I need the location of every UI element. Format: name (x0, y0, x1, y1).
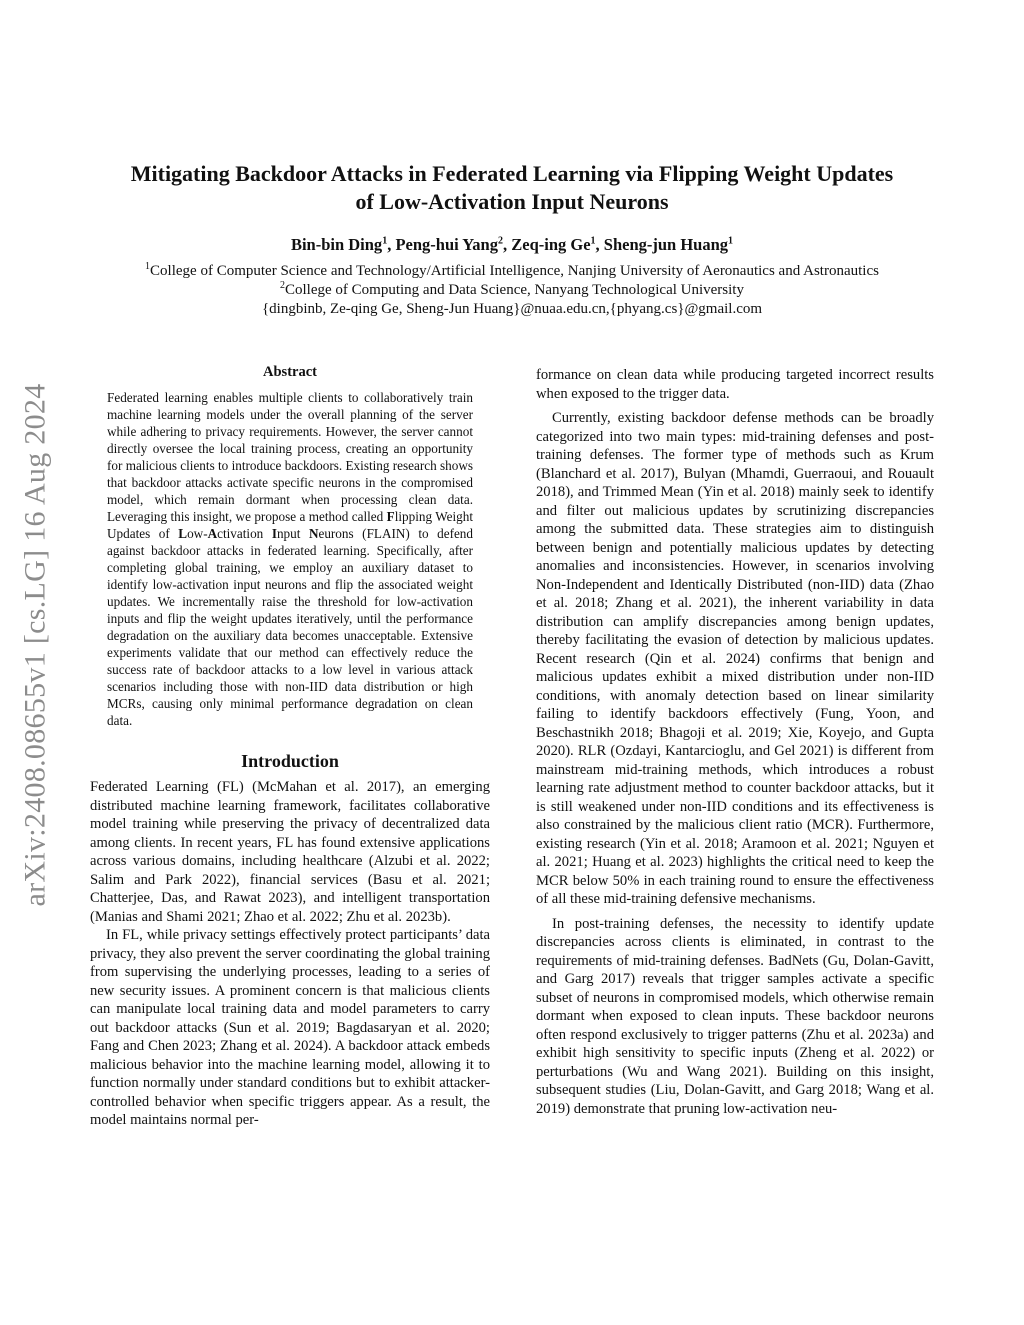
acronym-letter: I (271, 526, 277, 541)
author-affil-mark: 1 (590, 235, 596, 247)
title-line-2: of Low-Activation Input Neurons (355, 189, 669, 214)
acronym-letter: F (386, 509, 395, 524)
title-line-1: Mitigating Backdoor Attacks in Federated Learning via Flipping Weight Updates (130, 161, 894, 186)
author-affil-mark: 1 (728, 235, 734, 247)
author-affil-mark: 1 (382, 235, 388, 247)
affiliation-mark: 2 (280, 280, 285, 291)
acronym-rest: nput (276, 526, 309, 541)
author-separator: , (387, 235, 396, 254)
paragraph: In FL, while privacy settings effectively protect participants’ data privacy, they also prevent the server coordinating the global training from supervising the underlying processes, leading to a series of new security issues. A prominent concern is that malicious clients can manipulate local training data and model parameters to carry out backdoor attacks (Sun et al. 2019; Bagdasaryan et al. 2020; Fang and Chen 2023; Zhang et al. 2024). A backdoor attack embeds malicious behavior into the machine learning model, allowing it to function normally under standard conditions but to exhibit attacker-controlled behavior when specific triggers appear. As a result, the model maintains normal per- (90, 927, 490, 1128)
author (604, 235, 733, 254)
author (291, 235, 396, 254)
author-name: Zeq-ing Ge (511, 235, 591, 254)
acronym-letter: L (178, 526, 188, 541)
right-column (536, 366, 934, 1118)
paper-title (80, 160, 944, 216)
author-separator: , (502, 235, 512, 254)
affiliation-line (60, 262, 964, 281)
arxiv-identifier: arXiv:2408.08655v1 [cs.LG] 16 Aug 2024 (18, 383, 52, 907)
affiliation-text: College of Computing and Data Science, Nanyang Technological University (285, 282, 744, 298)
acronym-rest: eurons (318, 526, 354, 541)
affiliations (60, 262, 964, 319)
author (395, 235, 511, 254)
abstract-body (107, 389, 473, 729)
acronym-letter: A (207, 526, 218, 541)
author-separator: , (595, 235, 604, 254)
acronym-rest: ow- (187, 526, 208, 541)
abstract-text: (FLAIN) to defend against backdoor attacks in federated learning. Specifically, after completing global training, we employ an auxiliary dataset to identify low-activation input neurons and flip the associated weight updates. We incrementally raise the threshold for low-activation inputs and flip the weight updates iteratively, until the performance degradation on the auxiliary data becomes unacceptable. Extensive experiments validate that our method can effectively reduce the success rate of backdoor attacks to a low level in various attack scenarios including those with non-IID data distribution or high MCRs, causing only minimal performance degradation on clean data. (107, 526, 473, 728)
paragraph: Federated Learning (FL) (McMahan et al. 2017), an emerging distributed machine learning framework, facilitates collaborative model training while preserving the privacy of decentralized data among clients. In recent years, FL has found extensive applications across various domains, including healthcare (Alzubi et al. 2022; Salim and Park 2022), financial services (Basu et al. 2021; Chatterjee, Das, and Rawat 2023), and intelligent transportation (Manias and Shami 2021; Zhao et al. 2022; Zhu et al. 2023b). (90, 779, 490, 925)
left-column (90, 364, 490, 1130)
author-emails: {dingbinb, Ze-qing Ge, Sheng-Jun Huang}@nuaa.edu.cn,{phyang.cs}@gmail.com (261, 301, 763, 317)
author (511, 235, 604, 254)
paragraph: In post-training defenses, the necessity to identify update discrepancies across clients is eliminated, in contrast to the requirements of mid-training defenses. BadNets (Gu, Dolan-Gavitt, and Garg 2017) reveals that trigger samples activate a specific subset of neurons in compromised models, which otherwise remain dormant when exposed to clean inputs. These backdoor neurons often respond exclusively to trigger patterns (Zhu et al. 2023a) and exhibit high sensitivity to specific inputs (Zheng et al. 2022) or perturbations (Wu and Wang 2021). Building on this insight, subsequent studies (Liu, Dolan-Gavitt, and Garg 2018; Wang et al. 2019) demonstrate that pruning low-activation neu- (536, 915, 934, 1117)
acronym-rest: ctivation (217, 526, 272, 541)
affiliation-mark: 1 (145, 261, 151, 272)
author-name: Bin-bin Ding (290, 235, 383, 254)
affiliation-text: College of Computer Science and Technology/Artificial Intelligence, Nanjing University of Aeronautics and Astronautics (150, 263, 879, 279)
arxiv-side-stamp (10, 345, 60, 945)
paragraph: formance on clean data while producing targeted incorrect results when exposed to the trigger data. (536, 367, 934, 402)
abstract-heading: Abstract (263, 364, 317, 380)
author-name: Sheng-jun Huang (603, 235, 729, 254)
author-name: Peng-hui Yang (395, 235, 498, 254)
author-list (80, 234, 944, 256)
acronym-letter: N (308, 526, 319, 541)
introduction-heading: Introduction (241, 751, 339, 771)
author-affil-mark: 2 (497, 235, 503, 247)
acronym-rest: lipping Weight Updates of (107, 509, 474, 541)
affiliation-line (60, 281, 964, 300)
paragraph: Currently, existing backdoor defense methods can be broadly categorized into two main types: mid-training defenses and post-training defenses. The former type of methods such as Krum (Blanchard et al. 2017), Bulyan (Mhamdi, Guerraoui, and Rouault 2018), and Trimmed Mean (Yin et al. 2018) mainly seek to identify and filter out malicious updates by scrutinizing discrepancies among the submitted data. These strategies aim to distinguish between benign and potentially malicious updates by detecting anomalies and inconsistencies. However, in scenarios involving Non-Independent and Identically Distributed (non-IID) data (Zhao et al. 2018; Zhang et al. 2021), the inherent variability in data distribution can amplify discrepancies among benign updates, thereby facilitating the evasion of detection by malicious updates. Recent research (Qin et al. 2024) confirms that benign and malicious updates exhibit a mixed distribution under non-IID conditions, with anomaly detection based on linear similarity failing to identify backdoors effectively (Fung, Yoon, and Beschastnikh 2018; Bhagoji et al. 2019; Xie, Koyejo, and Gupta 2020). RLR (Ozdayi, Kantarcioglu, and Gel 2021) is different from mainstream mid-training methods, which introduces a robust learning rate adjustment method to counter backdoor attacks, but it is still weakened under non-IID conditions and its effectiveness is also constrained by the malicious client ratio (MCR). Furthermore, existing research (Yin et al. 2018; Aramoon et al. 2021; Nguyen et al. 2021; Huang et al. 2023) highlights the critical need to keep the MCR below 50% in each training round to ensure the effectiveness of all these mid-training defensive mechanisms. (536, 410, 934, 907)
abstract-text: Federated learning enables multiple clients to collaboratively train machine learning models under the overall planning of the server while adhering to privacy requirements. However, the server cannot directly oversee the local training process, creating an opportunity for malicious clients to introduce backdoors. Existing research shows that backdoor attacks activate specific neurons in the compromised model, which remain dormant when processing clean data. Leveraging this insight, we propose a method called (107, 390, 473, 524)
